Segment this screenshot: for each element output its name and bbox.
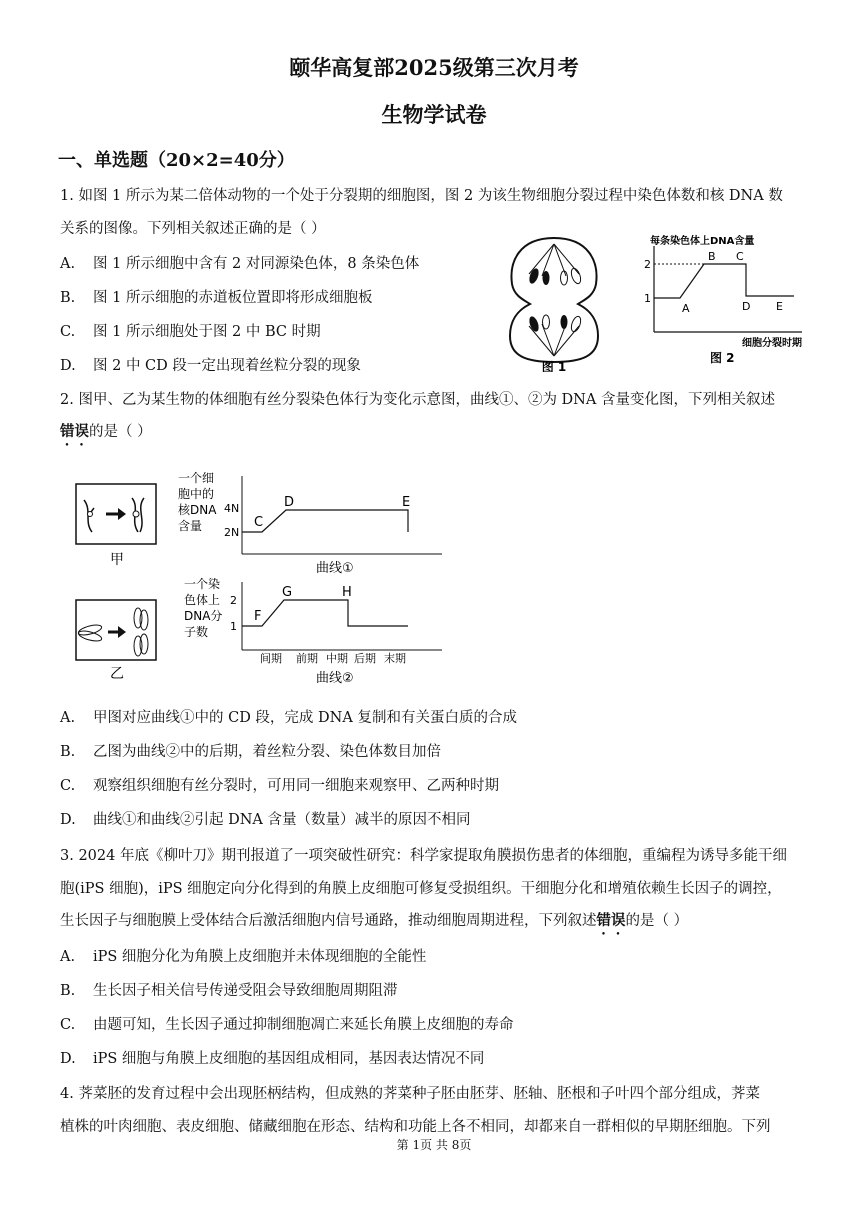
fig2-point-e: E [776, 300, 783, 313]
q1-fig2-caption: 图 2 [710, 351, 735, 365]
exam-title: 颐华高复部2025级第三次月考 [289, 55, 579, 80]
q1-option-c: C. 图 1 所示细胞处于图 2 中 BC 时期 [60, 324, 321, 340]
q2-option-c: C. 观察组织细胞有丝分裂时，可用同一细胞来观察甲、乙两种时期 [60, 778, 499, 794]
q1-option-d: D. 图 2 中 CD 段一定出现着丝粒分裂的现象 [60, 358, 361, 374]
q1-option-a: A. 图 1 所示细胞中含有 2 对同源染色体，8 条染色体 [60, 256, 420, 272]
q3-option-b: B. 生长因子相关信号传递受阻会导致细胞周期阻滞 [60, 983, 398, 999]
q2-option-b: B. 乙图为曲线②中的后期，着丝粒分裂、染色体数目加倍 [60, 744, 441, 760]
q2-option-a: A. 甲图对应曲线①中的 CD 段，完成 DNA 复制和有关蛋白质的合成 [60, 710, 517, 726]
q3-stem-line3: 生长因子与细胞膜上受体结合后激活细胞内信号通路，推动细胞周期进程，下列叙述错误的是（ ） [60, 912, 689, 929]
c2-tick-2: 2 [230, 594, 237, 607]
fig2-point-d: D [742, 300, 751, 313]
fig-jia-label: 甲 [110, 552, 124, 568]
q4-stem-line2: 植株的叶肉细胞、表皮细胞、储藏细胞在形态、结构和功能上各不相同，却都来自一群相似的早期胚细胞。下列 [60, 1119, 771, 1135]
c2-phase-1: 间期 [260, 652, 282, 665]
q2-stem-line2: 错误的是（ ） [60, 423, 152, 440]
q2-stem-line1: 2. 图甲、乙为某生物的体细胞有丝分裂染色体行为变化示意图，曲线①、②为 DNA 含量变化图，下列相关叙述 [60, 392, 775, 408]
q3-option-a: A. iPS 细胞分化为角膜上皮细胞并未体现细胞的全能性 [60, 949, 427, 965]
q1-figure-2-graph [636, 232, 806, 372]
c2-phase-2: 前期 [296, 652, 318, 665]
c1-ylabel-2: 胞中的 [178, 487, 215, 501]
fig2-tick-1: 1 [644, 292, 651, 305]
q3-option-d: D. iPS 细胞与角膜上皮细胞的基因组成相同，基因表达情况不同 [60, 1051, 485, 1067]
fig-yi-label: 乙 [110, 666, 124, 682]
c2-point-g: G [282, 585, 293, 600]
section-heading: 一、单选题（20×2=40分） [58, 150, 295, 171]
q2-option-d: D. 曲线①和曲线②引起 DNA 含量（数量）减半的原因不相同 [60, 812, 471, 828]
q1-fig1-caption: 图 1 [541, 360, 567, 372]
c1-caption: 曲线① [316, 561, 354, 576]
q3-stem-line1: 3. 2024 年底《柳叶刀》期刊报道了一项突破性研究：科学家提取角膜损伤患者的体细胞，重编程为诱导多能干细 [60, 848, 787, 864]
c1-ylabel-3: 核DNA [178, 503, 217, 517]
q1-figure-1-cell [504, 232, 604, 372]
c2-phase-4: 后期 [354, 652, 376, 665]
fig2-point-a: A [682, 302, 690, 315]
q4-stem-line1: 4. 荠菜胚的发育过程中会出现胚柄结构，但成熟的荠菜种子胚由胚芽、胚轴、胚根和子叶四个部分组成，荠菜 [60, 1086, 760, 1102]
c2-ylabel-4: 子数 [184, 625, 209, 639]
q2-figure [70, 470, 450, 690]
c2-caption: 曲线② [316, 671, 354, 686]
c1-ylabel-4: 含量 [178, 519, 203, 533]
q1-option-b: B. 图 1 所示细胞的赤道板位置即将形成细胞板 [60, 290, 373, 306]
c2-ylabel-2: 色体上 [184, 593, 221, 607]
q1-stem-line1: 1. 如图 1 所示为某二倍体动物的一个处于分裂期的细胞图，图 2 为该生物细胞分裂过程中染色体数和核 DNA 数 [60, 188, 783, 204]
c2-tick-1: 1 [230, 620, 237, 633]
c1-ylabel-1: 一个细 [178, 471, 215, 485]
c2-ylabel-3: DNA分 [184, 609, 223, 623]
q3-stem-line2: 胞(iPS 细胞)，iPS 细胞定向分化得到的角膜上皮细胞可修复受损组织。干细胞分化和增殖依赖生长因子的调控， [60, 881, 782, 897]
c2-point-f: F [254, 609, 262, 624]
fig2-tick-2: 2 [644, 258, 651, 271]
c1-point-c: C [254, 515, 264, 530]
fig2-ylabel: 每条染色体上DNA含量 [650, 236, 755, 247]
c2-phase-5: 末期 [384, 652, 406, 665]
fig2-point-b: B [708, 250, 716, 263]
q3-option-c: C. 由题可知，生长因子通过抑制细胞凋亡来延长角膜上皮细胞的寿命 [60, 1017, 514, 1033]
fig2-point-c: C [736, 250, 744, 263]
c1-tick-4n: 4N [224, 502, 240, 515]
c2-point-h: H [342, 585, 352, 600]
c2-phase-3: 中期 [326, 652, 348, 665]
c1-tick-2n: 2N [224, 526, 240, 539]
c2-ylabel-1: 一个染 [184, 577, 221, 591]
q1-stem-line2: 关系的图像。下列相关叙述正确的是（ ） [60, 221, 326, 237]
c1-point-d: D [284, 495, 295, 510]
c1-point-e: E [402, 495, 411, 510]
exam-subtitle: 生物学试卷 [381, 102, 487, 127]
page-footer: 第 1页 共 8页 [396, 1138, 472, 1152]
fig2-xlabel: 细胞分裂时期 [742, 338, 802, 349]
